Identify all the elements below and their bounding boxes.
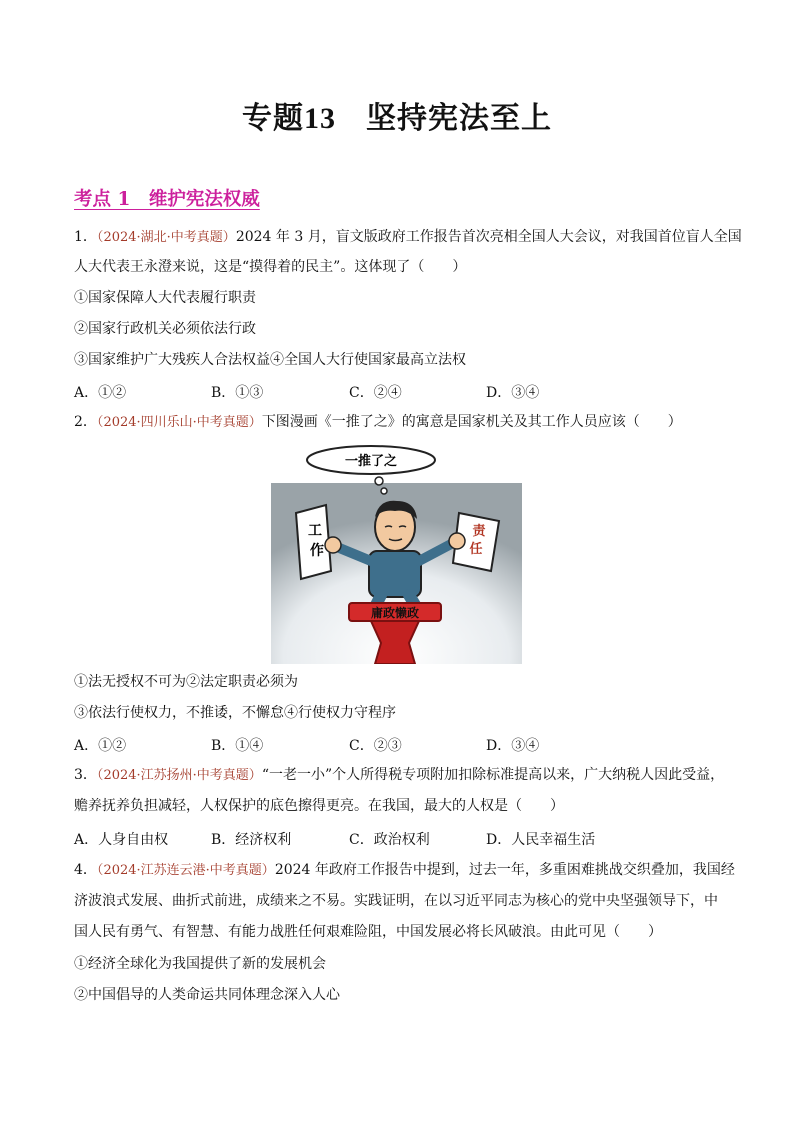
q1-statement-2: ②国家行政机关必须依法行政 — [74, 321, 256, 337]
q1-source: 2024·湖北·中考真题 — [103, 230, 223, 245]
q1-option-c: C．②④ — [349, 385, 402, 401]
q1-number: 1． — [74, 229, 97, 245]
title-number: 13 — [304, 102, 336, 135]
q3-number: 3． — [74, 767, 97, 783]
q2-option-b: B．①④ — [211, 738, 264, 754]
q2-line1 — [74, 413, 682, 432]
pedestal-text: 庸政懒政 — [370, 606, 420, 620]
q4-line3: 国人民有勇气、有智慧、有能力战胜任何艰难险阻，中国发展必将长风破浪。由此可见（ ） — [74, 924, 662, 940]
q3-line1 — [74, 766, 724, 785]
q2-statement-1: ①法无授权不可为②法定职责必须为 — [74, 674, 298, 690]
q3-option-c: C．政治权利 — [349, 832, 430, 848]
q2-option-d: D．③④ — [486, 738, 540, 754]
cartoon-image — [271, 443, 522, 664]
q1-text-1: 2024 年 3 月，盲文版政府工作报告首次亮相全国人大会议，对我国首位盲人全国 — [235, 229, 742, 245]
q3-option-a: A．人身自由权 — [74, 832, 169, 848]
q1-option-a: A．①② — [74, 385, 127, 401]
q2-option-a: A．①② — [74, 738, 127, 754]
left-paper-text-1: 工 — [308, 523, 322, 539]
q4-number: 4． — [74, 862, 97, 878]
q2-option-c: C．②③ — [349, 738, 402, 754]
q3-line2: 赡养抚养负担减轻，人权保护的底色擦得更亮。在我国，最大的人权是（ ） — [74, 798, 564, 814]
q2-number: 2． — [74, 414, 97, 430]
q1-statement-1: ①国家保障人大代表履行职责 — [74, 290, 256, 306]
q1-src-close: ） — [222, 230, 236, 245]
q3-src-open: （ — [96, 768, 104, 783]
left-paper-text-2: 作 — [310, 543, 324, 559]
q1-option-d: D．③④ — [486, 385, 540, 401]
q3-src-close: ） — [248, 768, 262, 783]
q4-src-close: ） — [261, 863, 275, 878]
q4-statement-2: ②中国倡导的人类命运共同体理念深入人心 — [74, 987, 340, 1003]
right-paper-text-1: 责 — [472, 524, 486, 539]
q1-line2: 人大代表王永澄来说，这是“摸得着的民主”。这体现了（ ） — [74, 259, 467, 275]
q4-line1 — [74, 861, 735, 880]
q4-statement-1: ①经济全球化为我国提供了新的发展机会 — [74, 956, 326, 972]
q4-src-open: （ — [96, 863, 104, 878]
q3-text-1: “一老一小”个人所得税专项附加扣除标准提高以来，广大纳税人因此受益， — [261, 767, 725, 783]
q4-line2: 济波浪式发展、曲折式前进，成绩来之不易。实践证明，在以习近平同志为核心的党中央坚强领导下，中 — [74, 893, 718, 909]
q1-src-open: （ — [96, 230, 104, 245]
q2-text-1: 下图漫画《一推了之》的寓意是国家机关及其工作人员应该（ ） — [261, 414, 682, 430]
q2-statement-2: ③依法行使权力，不推诿，不懈怠④行使权力守程序 — [74, 705, 396, 721]
q3-option-d: D．人民幸福生活 — [486, 832, 596, 848]
q3-source: 2024·江苏扬州·中考真题 — [103, 768, 249, 783]
q4-source: 2024·江苏连云港·中考真题 — [103, 863, 262, 878]
section-heading: 考点 1 维护宪法权威 — [74, 189, 260, 210]
q4-text-1: 2024 年政府工作报告中提到，过去一年，多重困难挑战交织叠加，我国经 — [274, 862, 735, 878]
title-text: 坚持宪法至上 — [366, 101, 552, 136]
q2-src-close: ） — [248, 415, 262, 430]
q2-src-open: （ — [96, 415, 104, 430]
q1-statement-3: ③国家维护广大残疾人合法权益④全国人大行使国家最高立法权 — [74, 352, 466, 368]
q2-source: 2024·四川乐山·中考真题 — [103, 415, 249, 430]
right-paper-text-2: 任 — [469, 542, 483, 557]
q1-option-b: B．①③ — [211, 385, 264, 401]
q3-option-b: B．经济权利 — [211, 832, 292, 848]
q1-line1 — [74, 228, 742, 247]
page-title — [0, 93, 794, 137]
bubble-text: 一推了之 — [344, 454, 398, 469]
title-prefix: 专题 — [242, 101, 304, 136]
